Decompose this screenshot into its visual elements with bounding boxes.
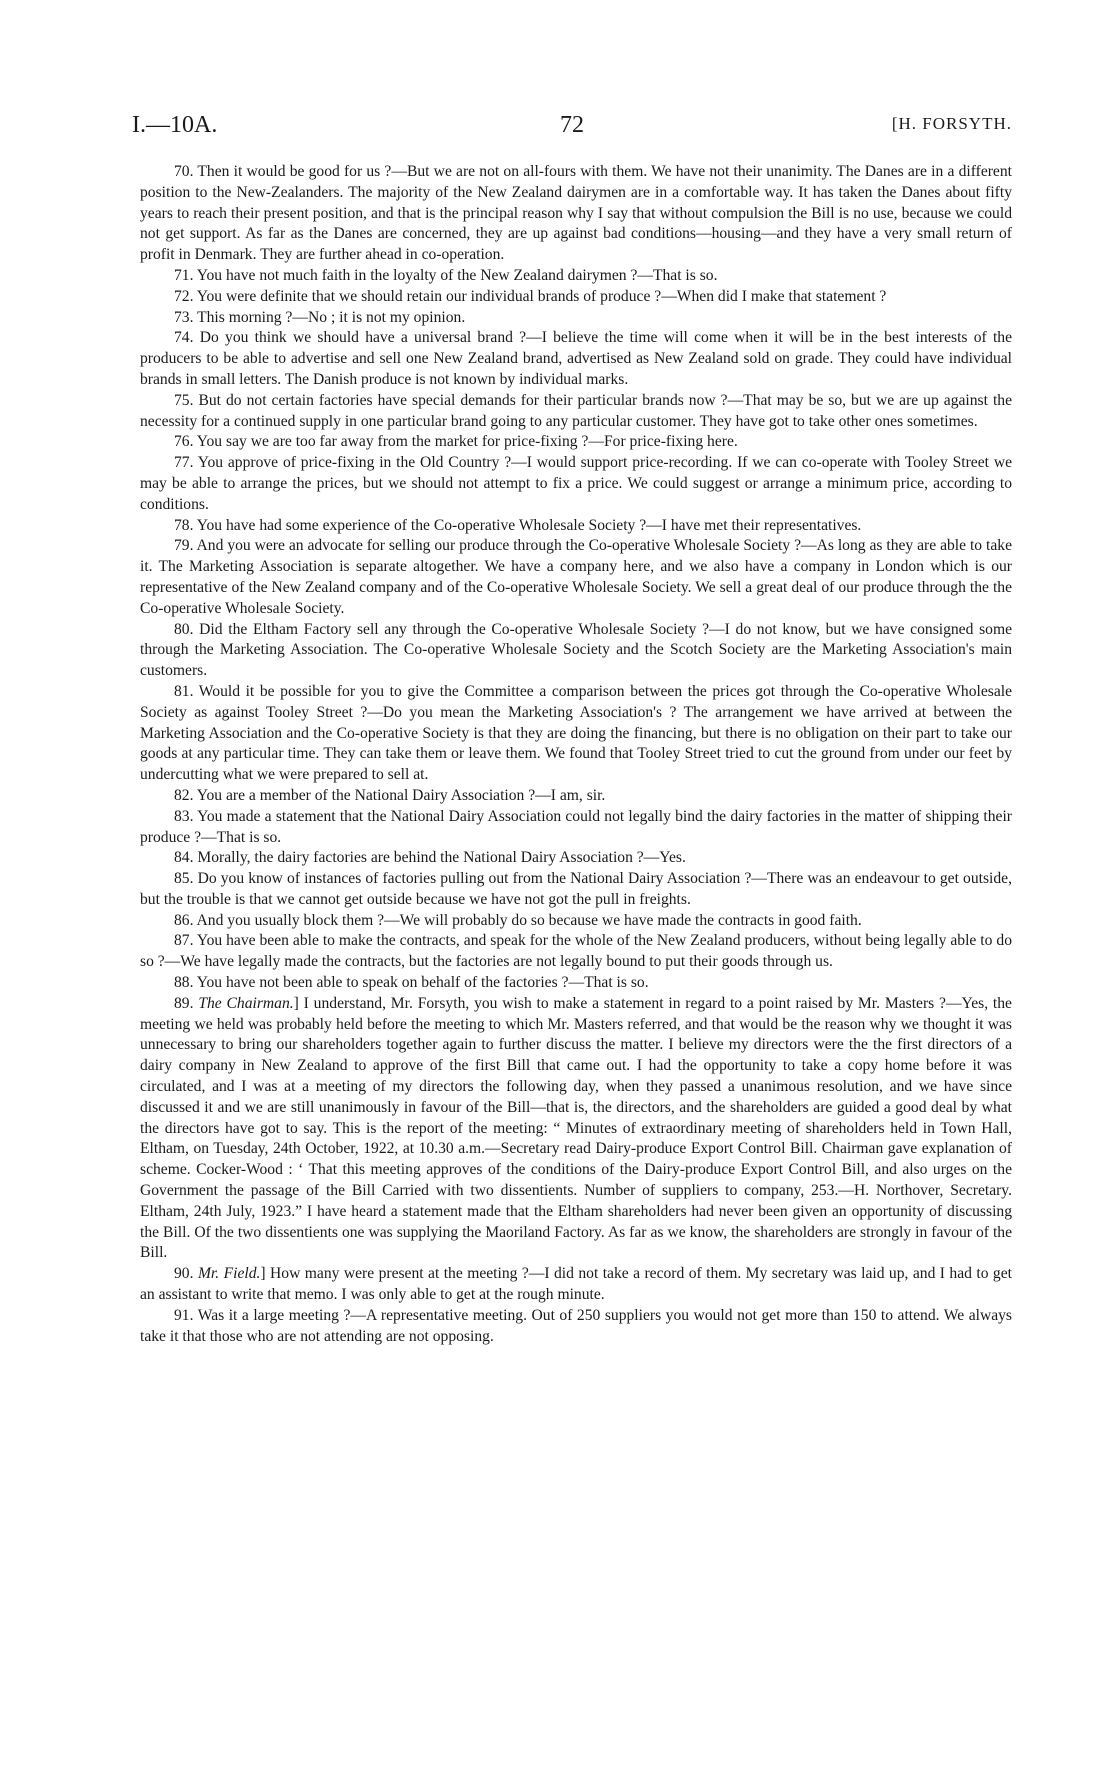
question-74: 74. Do you think we should have a universal brand ?—I believe the time will come when it will be in the best interests of the producers to be able to advertise and sell one New Zealand brand, advertised as New Zealand sold on grade. They could have individual brands in small letters. The Danish produce is not known by individual marks. (140, 329, 1012, 388)
question-78: 78. You have had some experience of the Co-operative Wholesale Society ?—I have met their representatives. (174, 516, 862, 534)
question-75: 75. But do not certain factories have special demands for their particular brands now ?—That may be so, but we are up against the necessity for a continued supply in one particular brand going to any particular customer. They have got to take other ones sometimes. (140, 391, 1012, 430)
question-87: 87. You have been able to make the contracts, and speak for the whole of the New Zealand producers, without being legally able to do so ?—We have legally made the contracts, but the factories are not legally bound to put their goods through us. (140, 932, 1012, 971)
speaker-label: The Chairman. (198, 994, 294, 1012)
question-79: 79. And you were an advocate for selling our produce through the Co-operative Wholesale Society ?—As long as they are able to take it. The Marketing Association is separate altogether. We have a company here, and we also have a company in London which is our representative of the New Zealand company and of the Co-operative Wholesale Society. We sell a great deal of our produce through the the Co-operative Wholesale Society. (140, 537, 1012, 617)
page-body (140, 162, 1012, 1347)
question-76: 76. You say we are too far away from the market for price-fixing ?—For price-fixing here. (174, 433, 738, 451)
question-82: 82. You are a member of the National Dairy Association ?—I am, sir. (174, 786, 606, 804)
question-72: 72. You were definite that we should retain our individual brands of produce ?—When did I make that statement ? (174, 287, 887, 305)
question-91: 91. Was it a large meeting ?—A representative meeting. Out of 250 suppliers you would not get more than 150 to attend. We always take it that those who are not attending are not opposing. (140, 1306, 1012, 1345)
page-header (132, 112, 1012, 146)
question-number: 90. (174, 1265, 194, 1283)
question-body: ] How many were present at the meeting ?—I did not take a record of them. My secretary was laid up, and I had to get an assistant to write that memo. I was only able to get at the rough minute. (140, 1265, 1012, 1304)
question-number: 89. (174, 994, 194, 1012)
witness-name: [H. FORSYTH. (891, 114, 1012, 133)
question-83: 83. You made a statement that the National Dairy Association could not legally bind the dairy factories in the matter of shipping their produce ?—That is so. (140, 807, 1012, 846)
page-number: 72 (560, 112, 584, 138)
question-84: 84. Morally, the dairy factories are behind the National Dairy Association ?—Yes. (174, 849, 686, 867)
question-90 (140, 1264, 1012, 1306)
speaker-label: Mr. Field. (197, 1265, 261, 1283)
question-88: 88. You have not been able to speak on behalf of the factories ?—That is so. (174, 974, 649, 992)
question-89 (140, 994, 1012, 1264)
question-71: 71. You have not much faith in the loyalty of the New Zealand dairymen ?—That is so. (174, 266, 718, 284)
question-81: 81. Would it be possible for you to give the Committee a comparison between the prices got through the Co-operative Wholesale Society as against Tooley Street ?—Do you mean the Marketing Association's ? The arrangement we have arrived at between the Marketing Association and the Co-operative Society is that they are doing the financing, but there is no obligation on their part to take our goods at any particular time. They can take them or leave them. We found that Tooley Street tried to cut the ground from under our feet by undercutting what we were prepared to sell at. (140, 682, 1012, 784)
document-reference: I.—10A. (132, 112, 218, 138)
question-body: ] I understand, Mr. Forsyth, you wish to make a statement in regard to a point raised by Mr. Masters ?—Yes, the meeting we held was probably held before the meeting to which Mr. Masters referred, and that would be the reason why we thought it was unnecessary to bring our shareholders together again to further discuss the matter. I believe my directors were the the first directors of a dairy company in New Zealand to approve of the first Bill that came out. I had the opportunity to take a copy home before it was circulated, and I was at a meeting of my directors the following day, when they passed a unanimous resolution, and we have since discussed it and we are still unanimously in favour of the Bill—that is, the directors, and the shareholders are guided a good deal by what the directors have got to say. This is the report of the meeting: “ Minutes of extraordinary meeting of shareholders held in Town Hall, Eltham, on Tuesday, 24th October, 1922, at 10.30 a.m.—Secretary read Dairy-produce Export Control Bill. Chairman gave explanation of scheme. Cocker-Wood : ‘ That this meeting approves of the conditions of the Dairy-produce Export Control Bill, and also urges on the Government the passage of the Bill Carried with two dissentients. Number of suppliers to company, 253.—H. Northover, Secretary. Eltham, 24th July, 1923.” I have heard a statement made that the Eltham shareholders had never been given an opportunity of discussing the Bill. Of the two dissentients one was supplying the Maoriland Factory. As far as we know, the shareholders are strongly in favour of the Bill. (140, 994, 1012, 1262)
question-73: 73. This morning ?—No ; it is not my opinion. (174, 308, 466, 326)
question-70: 70. Then it would be good for us ?—But we are not on all-fours with them. We have not their unanimity. The Danes are in a different position to the New-Zealanders. The majority of the New Zealand dairymen are in a comfortable way. It has taken the Danes about fifty years to reach their present position, and that is the principal reason why I say that without compulsion the Bill is no use, because we could not get support. As far as the Danes are concerned, they are up against bad conditions—housing—and they have a very small return of profit in Denmark. They are further ahead in co-operation. (140, 163, 1012, 264)
question-77: 77. You approve of price-fixing in the Old Country ?—I would support price-recording. If we can co-operate with Tooley Street we may be able to arrange the prices, but we should not attempt to fix a price. We could suggest or arrange a minimum price, according to conditions. (140, 454, 1012, 513)
question-80: 80. Did the Eltham Factory sell any through the Co-operative Wholesale Society ?—I do not know, but we have consigned some through the Marketing Association. The Co-operative Wholesale Society and the Scotch Society are the Marketing Association's main customers. (140, 620, 1012, 680)
question-86: 86. And you usually block them ?—We will probably do so because we have made the contracts in good faith. (174, 911, 862, 929)
question-85: 85. Do you know of instances of factories pulling out from the National Dairy Association ?—There was an endeavour to get outside, but the trouble is that we cannot get outside because we have not got the pull in freights. (140, 870, 1012, 908)
